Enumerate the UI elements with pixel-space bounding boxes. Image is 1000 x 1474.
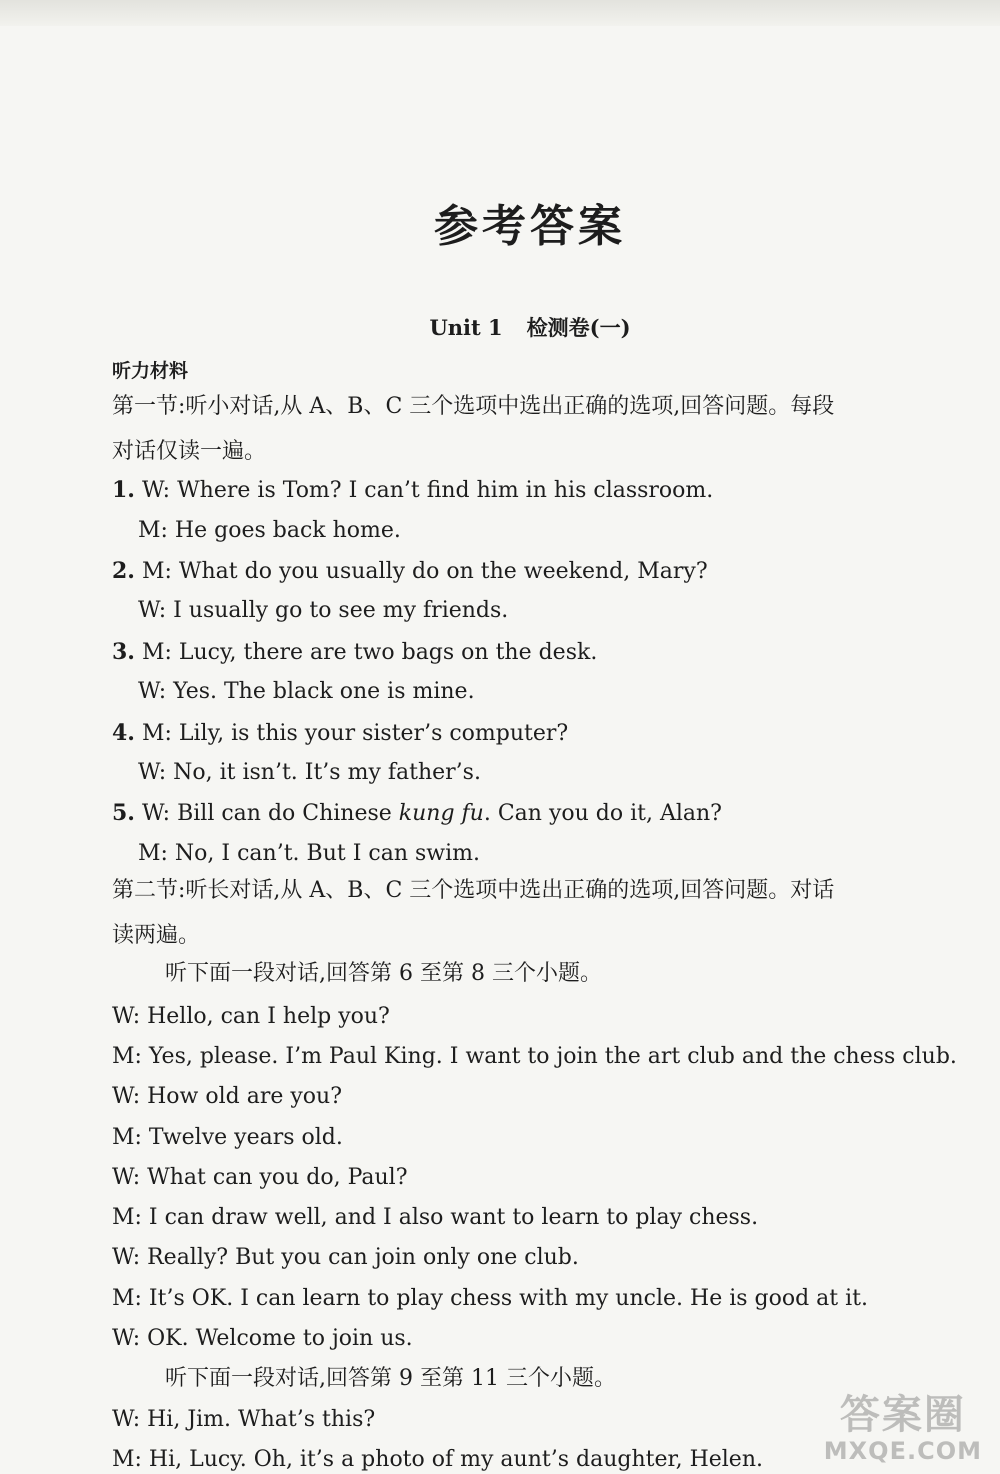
dialogue-2-line-a: 2. M: What do you usually do on the weekend, Mary? — [112, 558, 708, 584]
long-dialogue-1-line: M: I can draw well, and I also want to learn to play chess. — [112, 1205, 759, 1230]
part1-instructions-line1: 第一节:听小对话,从 A、B、C 三个选项中选出正确的选项,回答问题。每段 — [112, 394, 835, 419]
long-dialogue-1-line: W: Hello, can I help you? — [112, 1004, 390, 1029]
unit-test-name: 检测卷(一) — [526, 315, 631, 340]
dialogue-2-number: 2. — [112, 558, 135, 584]
dialogue-4-number: 4. — [112, 720, 135, 746]
dialogue-1-line-a: 1. W: Where is Tom? I can’t find him in his classroom. — [112, 477, 714, 503]
long-dialogue-1-line: W: OK. Welcome to join us. — [112, 1326, 413, 1351]
watermark-url: MXQE.COM — [823, 1437, 982, 1465]
long-dialogue-1-line: M: Twelve years old. — [112, 1125, 343, 1150]
dialogue-4-line-a: 4. M: Lily, is this your sister’s computer? — [112, 720, 569, 746]
dialogue-4-line-b: W: No, it isn’t. It’s my father’s. — [138, 760, 481, 785]
long-dialogue-2-line: M: Hi, Lucy. Oh, it’s a photo of my aunt’s daughter, Helen. — [112, 1447, 763, 1472]
scan-top-band — [0, 0, 1000, 26]
dialogue-3-number: 3. — [112, 639, 135, 665]
dialogue-1-number: 1. — [112, 477, 135, 503]
dialogue-2-line-b: W: I usually go to see my friends. — [138, 598, 509, 623]
long-dialogue-1-line: W: Really? But you can join only one club. — [112, 1245, 579, 1270]
dialogue-3-line-a: 3. M: Lucy, there are two bags on the desk. — [112, 639, 598, 665]
dialogue-1-line-b: M: He goes back home. — [138, 518, 401, 543]
dialogue-3-line-b: W: Yes. The black one is mine. — [138, 679, 475, 704]
unit-heading — [30, 312, 1000, 342]
long-dialogue-2-line: W: Hi, Jim. What’s this? — [112, 1407, 376, 1432]
italic-term: kung fu — [398, 801, 484, 826]
dialogue-5-line-b: M: No, I can’t. But I can swim. — [138, 841, 480, 866]
long-dialogue-1-line: W: How old are you? — [112, 1084, 343, 1109]
long-dialogue-1-intro: 听下面一段对话,回答第 6 至第 8 三个小题。 — [165, 961, 602, 986]
watermark-main-text: 答案圈 — [839, 1392, 966, 1438]
section-label: 听力材料 — [112, 360, 189, 382]
dialogue-5-line-a: 5. W: Bill can do Chinese kung fu. Can you do it, Alan? — [112, 800, 722, 826]
long-dialogue-1-line: M: It’s OK. I can learn to play chess with my uncle. He is good at it. — [112, 1286, 868, 1311]
long-dialogue-1-line: W: What can you do, Paul? — [112, 1165, 408, 1190]
part1-instructions-line2: 对话仅读一遍。 — [112, 439, 267, 464]
dialogue-5-number: 5. — [112, 800, 135, 826]
long-dialogue-1-line: M: Yes, please. I’m Paul King. I want to join the art club and the chess club. — [112, 1044, 957, 1069]
watermark-logo — [824, 1393, 982, 1465]
unit-name: Unit 1 — [429, 315, 503, 340]
long-dialogue-2-intro: 听下面一段对话,回答第 9 至第 11 三个小题。 — [165, 1366, 616, 1391]
page-title: 参考答案 — [434, 201, 626, 252]
part2-instructions-line2: 读两遍。 — [112, 923, 201, 948]
part2-instructions-line1: 第二节:听长对话,从 A、B、C 三个选项中选出正确的选项,回答问题。对话 — [112, 878, 835, 903]
